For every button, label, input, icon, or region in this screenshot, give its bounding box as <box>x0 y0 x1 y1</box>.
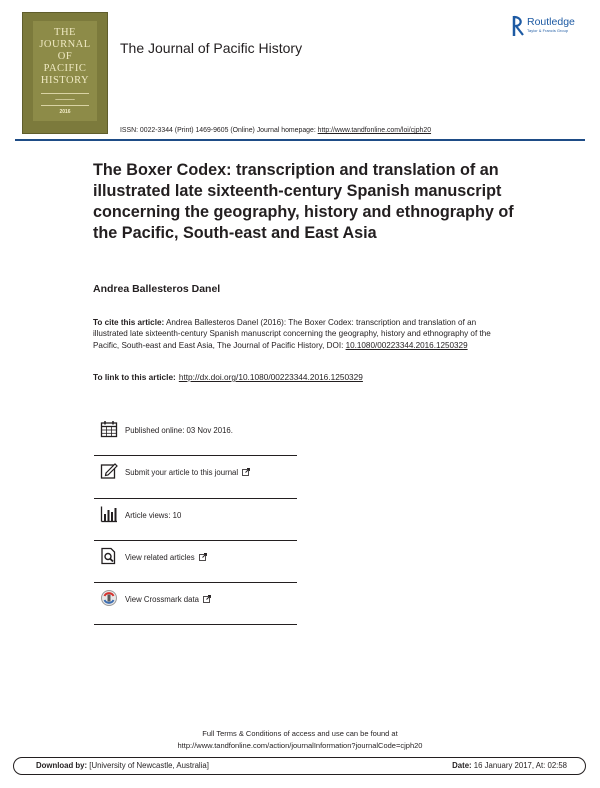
related-articles-link[interactable]: View related articles <box>125 552 195 562</box>
journal-cover <box>22 12 108 134</box>
external-link-icon <box>203 595 211 603</box>
article-author: Andrea Ballesteros Danel <box>93 283 221 295</box>
crossmark-row[interactable] <box>94 583 297 625</box>
header-rule <box>15 139 585 141</box>
search-document-icon <box>100 547 118 565</box>
journal-name: The Journal of Pacific History <box>120 40 303 56</box>
article-views-row <box>94 499 297 541</box>
journal-homepage-link[interactable]: http://www.tandfonline.com/loi/cjph20 <box>317 127 432 134</box>
cover-rule <box>41 93 89 94</box>
submit-article-link[interactable]: Submit your article to this journal <box>125 468 239 478</box>
terms-text: Full Terms & Conditions of access and use can be found at <box>202 729 398 738</box>
external-link-icon <box>242 468 250 476</box>
issn-line: ISSN: 0022-3344 (Print) 1469-9605 (Online) Journal homepage: http://www.tandfonline.com/loi/cjph20 <box>120 127 432 134</box>
submit-article-row[interactable] <box>94 456 297 498</box>
bar-chart-icon <box>100 505 118 523</box>
doi-link[interactable]: 10.1080/00223344.2016.1250329 <box>345 340 468 350</box>
cover-volume: 2016 <box>59 109 71 115</box>
calendar-icon <box>100 420 118 438</box>
article-title: The Boxer Codex: transcription and translation of an illustrated late sixteenth-century Spanish manuscript concerning the geography, history and ethnography of the Pacific, South-east and East Asia <box>93 161 514 242</box>
published-online-row <box>94 414 297 456</box>
crossmark-link[interactable]: View Crossmark data <box>125 595 199 605</box>
citation <box>93 317 513 351</box>
terms-footer <box>0 728 600 751</box>
publisher-logo[interactable] <box>512 15 582 41</box>
crossmark-icon <box>100 589 118 607</box>
citation-text: Andrea Ballesteros Danel (2016): The Boxer Codex: transcription and translation of an illustrated late sixteenth-century Spanish manuscript concerning the geography, history and ethnography of the Pacific, South-east and East Asia, The Journal of Pacific History, DOI: <box>93 318 491 350</box>
published-online-text: Published online: 03 Nov 2016. <box>125 426 233 435</box>
routledge-logo-icon <box>512 15 525 37</box>
article-doi-url[interactable]: http://dx.doi.org/10.1080/00223344.2016.1250329 <box>178 372 363 382</box>
article-link <box>93 372 363 382</box>
publisher-tagline: Taylor & Francis Group <box>527 29 569 33</box>
download-bar <box>13 757 586 775</box>
article-actions <box>94 414 297 625</box>
terms-link[interactable]: http://www.tandfonline.com/action/journalInformation?journalCode=cjph20 <box>177 740 423 750</box>
cover-title: THE JOURNAL OF PACIFIC HISTORY <box>39 27 91 86</box>
cover-subtitle: ━━━━━━━━ <box>55 97 75 102</box>
related-articles-row[interactable] <box>94 541 297 583</box>
link-label: To link to this article: <box>93 372 176 382</box>
article-views-text: Article views: 10 <box>125 510 182 520</box>
download-date: Date: 16 January 2017, At: 02:58 <box>452 761 567 770</box>
citation-label: To cite this article: <box>93 318 165 327</box>
edit-icon <box>100 462 118 480</box>
external-link-icon <box>199 553 207 561</box>
cover-rule <box>41 105 89 106</box>
publisher-name: Routledge <box>527 16 575 28</box>
download-by: Download by: [University of Newcastle, Australia] <box>36 761 209 770</box>
